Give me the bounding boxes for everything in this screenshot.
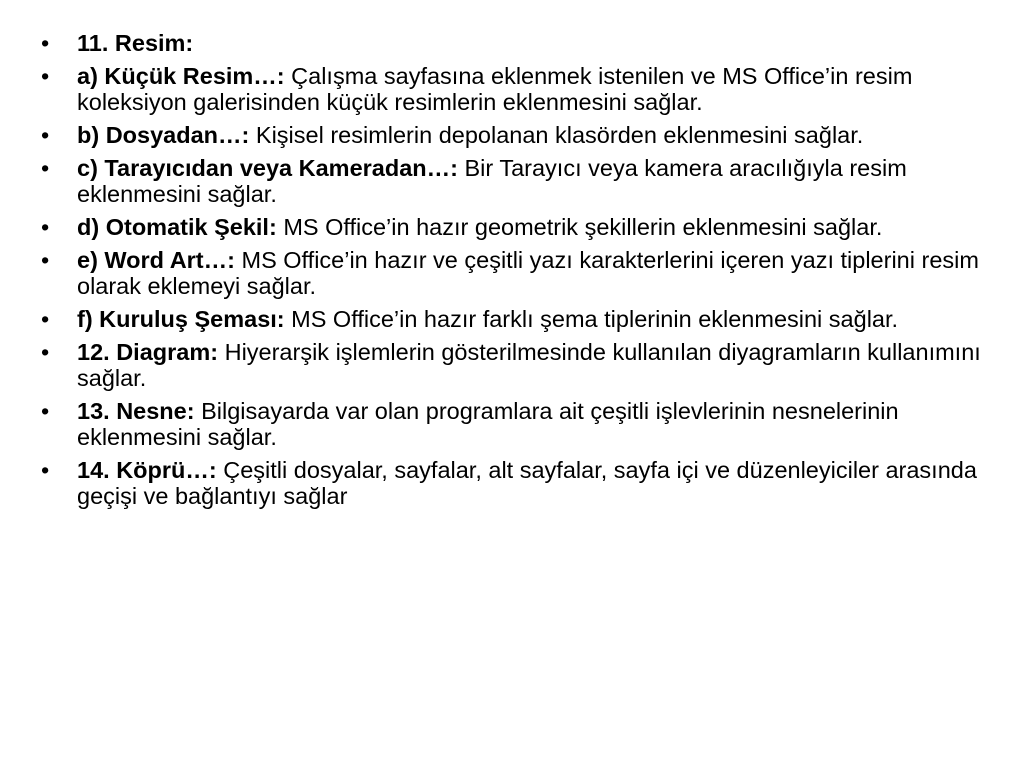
item-term: b) Dosyadan…:	[77, 122, 250, 148]
item-term: 11. Resim:	[77, 30, 194, 56]
list-item	[40, 30, 984, 56]
item-term: e) Word Art…:	[77, 247, 235, 273]
item-term: 14. Köprü…:	[77, 457, 217, 483]
item-description: Hiyerarşik işlemlerin gösterilmesinde kullanılan diyagramların kullanımını sağlar.	[77, 339, 981, 391]
list-item	[40, 63, 984, 115]
list-item	[40, 122, 984, 148]
item-description: Bilgisayarda var olan programlara ait çeşitli işlevlerinin nesnelerinin eklenmesini sağlar.	[77, 398, 899, 450]
list-item	[40, 398, 984, 450]
item-description: MS Office’in hazır ve çeşitli yazı karakterlerini içeren yazı tiplerini resim olarak eklemeyi sağlar.	[77, 247, 979, 299]
item-description: MS Office’in hazır farklı şema tiplerinin eklenmesini sağlar.	[291, 306, 899, 332]
item-description: Çeşitli dosyalar, sayfalar, alt sayfalar, sayfa içi ve düzenleyiciler arasında geçişi ve bağlantıyı sağlar	[77, 457, 977, 509]
bullet-icon: •	[41, 122, 50, 148]
bullet-icon: •	[41, 457, 50, 483]
bullet-icon: •	[41, 306, 50, 332]
list-item	[40, 457, 984, 509]
bullet-icon: •	[41, 63, 50, 89]
item-description: Çalışma sayfasına eklenmek istenilen ve MS Office’in resim koleksiyon galerisinden küçük resimlerin eklenmesini sağlar.	[77, 63, 913, 115]
list-item	[40, 155, 984, 207]
list-item	[40, 306, 984, 332]
item-term: c) Tarayıcıdan veya Kameradan…:	[77, 155, 458, 181]
item-description: MS Office’in hazır geometrik şekillerin eklenmesini sağlar.	[283, 214, 883, 240]
item-term: 13. Nesne:	[77, 398, 195, 424]
item-term: 12. Diagram:	[77, 339, 219, 365]
bullet-icon: •	[41, 155, 50, 181]
bullet-icon: •	[41, 247, 50, 273]
bullet-list	[40, 30, 984, 509]
item-term: f) Kuruluş Şeması:	[77, 306, 285, 332]
item-description: Bir Tarayıcı veya kamera aracılığıyla resim eklenmesini sağlar.	[77, 155, 907, 207]
bullet-icon: •	[41, 214, 50, 240]
item-term: d) Otomatik Şekil:	[77, 214, 277, 240]
list-item	[40, 339, 984, 391]
list-item	[40, 214, 984, 240]
item-term: a) Küçük Resim…:	[77, 63, 285, 89]
item-description: Kişisel resimlerin depolanan klasörden eklenmesini sağlar.	[255, 122, 864, 148]
bullet-icon: •	[41, 398, 50, 424]
bullet-icon: •	[41, 30, 50, 56]
bullet-icon: •	[41, 339, 50, 365]
list-item	[40, 247, 984, 299]
